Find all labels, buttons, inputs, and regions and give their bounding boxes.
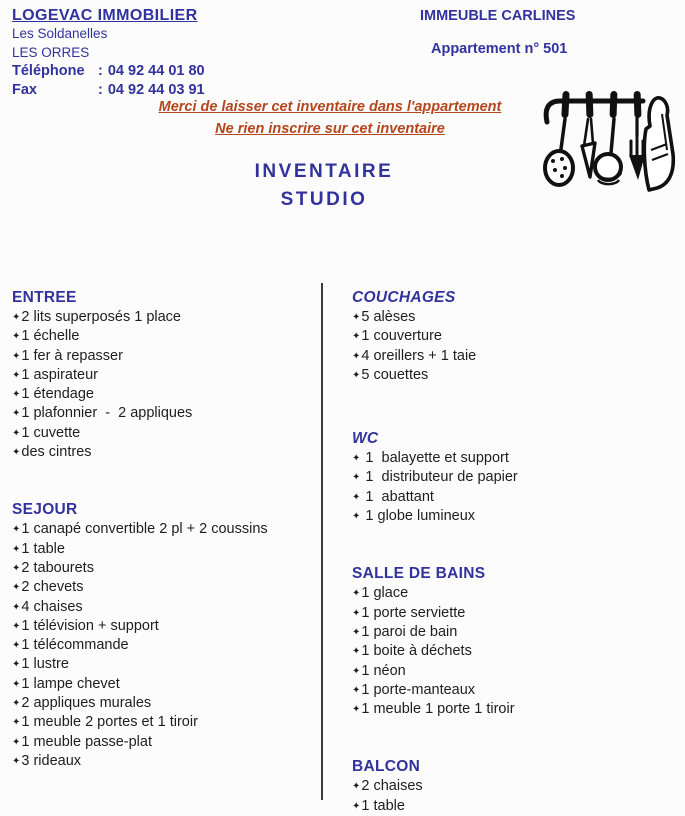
phone-separator: : xyxy=(98,63,103,79)
item-text: 2 chevets xyxy=(21,579,84,596)
diamond-bullet-icon: ✦ xyxy=(12,369,21,381)
section-heading-wc: WC xyxy=(352,430,379,448)
list-item xyxy=(12,347,315,366)
diamond-bullet-icon: ✦ xyxy=(12,620,21,632)
section-heading-salle-de-bains: SALLE DE BAINS xyxy=(352,565,486,583)
diamond-bullet-icon: ✦ xyxy=(352,472,361,484)
diamond-bullet-icon: ✦ xyxy=(12,389,21,401)
section-items-entree xyxy=(12,308,315,462)
diamond-bullet-icon: ✦ xyxy=(352,607,361,619)
diamond-bullet-icon: ✦ xyxy=(352,704,361,716)
list-item xyxy=(352,366,679,385)
item-text: 1 glace xyxy=(361,585,409,602)
section-items-salle-de-bains xyxy=(352,584,679,719)
item-text: 4 oreillers + 1 taie xyxy=(361,347,477,364)
apartment-number: Appartement n° 501 xyxy=(431,41,568,57)
fax-separator: : xyxy=(98,81,103,98)
item-text: 1 porte-manteaux xyxy=(361,681,476,698)
diamond-bullet-icon: ✦ xyxy=(12,717,21,729)
list-item xyxy=(12,520,315,539)
diamond-bullet-icon: ✦ xyxy=(12,447,21,459)
diamond-bullet-icon: ✦ xyxy=(352,665,361,677)
list-item xyxy=(12,327,315,346)
diamond-bullet-icon: ✦ xyxy=(12,755,21,767)
item-text: 1 étendage xyxy=(21,386,94,403)
diamond-bullet-icon: ✦ xyxy=(352,781,361,793)
list-item xyxy=(352,507,679,526)
list-item xyxy=(12,540,315,559)
section-heading-couchages: COUCHAGES xyxy=(352,289,456,306)
agency-residence: Les Soldanelles xyxy=(12,26,108,41)
item-text: 1 néon xyxy=(361,662,406,679)
list-item xyxy=(352,777,679,796)
left-column xyxy=(0,283,323,800)
diamond-bullet-icon: ✦ xyxy=(352,646,361,658)
list-item xyxy=(12,713,315,732)
item-text: 1 abattant xyxy=(361,488,434,505)
section-salle-de-bains xyxy=(352,564,679,719)
section-items-couchages xyxy=(352,308,679,385)
diamond-bullet-icon: ✦ xyxy=(352,626,361,638)
diamond-bullet-icon: ✦ xyxy=(12,582,21,594)
list-item xyxy=(12,655,315,674)
diamond-bullet-icon: ✦ xyxy=(12,562,21,574)
agency-name: LOGEVAC IMMOBILIER xyxy=(12,7,198,24)
list-item xyxy=(352,327,679,346)
list-item xyxy=(12,404,315,423)
document-title xyxy=(0,158,648,214)
fax-number: 04 92 44 03 91 xyxy=(107,81,205,98)
diamond-bullet-icon: ✦ xyxy=(352,453,361,465)
item-text: 1 meuble passe-plat xyxy=(21,733,152,750)
item-text: 1 télévision + support xyxy=(21,617,159,634)
list-item xyxy=(352,347,679,366)
diamond-bullet-icon: ✦ xyxy=(12,350,21,362)
diamond-bullet-icon: ✦ xyxy=(352,350,361,362)
inventory-columns xyxy=(0,283,685,814)
list-item xyxy=(12,694,315,713)
item-text: 1 boite à déchets xyxy=(361,643,472,660)
building-header xyxy=(420,8,575,57)
list-item xyxy=(12,578,315,597)
section-couchages xyxy=(352,288,679,385)
list-item xyxy=(12,424,315,443)
section-items-sejour xyxy=(12,520,315,771)
item-text: 1 lampe chevet xyxy=(21,675,120,692)
diamond-bullet-icon: ✦ xyxy=(352,800,361,812)
list-item xyxy=(12,752,315,771)
diamond-bullet-icon: ✦ xyxy=(12,601,21,613)
list-item xyxy=(12,366,315,385)
title-line-1: INVENTAIRE xyxy=(254,161,394,182)
item-text: des cintres xyxy=(21,444,92,461)
item-text: 2 appliques murales xyxy=(21,695,152,712)
list-item xyxy=(352,449,679,468)
item-text: 4 chaises xyxy=(21,598,83,615)
list-item xyxy=(352,623,679,642)
diamond-bullet-icon: ✦ xyxy=(12,408,21,420)
diamond-bullet-icon: ✦ xyxy=(12,312,21,323)
item-text: 1 fer à repasser xyxy=(21,347,123,364)
list-item xyxy=(352,468,679,487)
list-item xyxy=(352,662,679,681)
list-item xyxy=(352,681,679,700)
diamond-bullet-icon: ✦ xyxy=(352,312,361,323)
list-item xyxy=(352,584,679,603)
section-items-wc xyxy=(352,449,679,526)
list-item xyxy=(352,642,679,661)
item-text: 1 couverture xyxy=(361,328,442,345)
agency-header xyxy=(12,6,205,99)
section-heading-sejour: SEJOUR xyxy=(12,501,78,519)
item-text: 1 aspirateur xyxy=(21,366,98,383)
notice-line-2: Ne rien inscrire sur cet inventaire xyxy=(215,121,445,137)
list-item xyxy=(12,636,315,655)
section-wc xyxy=(352,429,679,526)
title-line-2: STUDIO xyxy=(280,189,368,210)
phone-number: 04 92 44 01 80 xyxy=(107,63,205,79)
section-balcon xyxy=(352,757,679,816)
section-heading-balcon: BALCON xyxy=(352,758,421,776)
list-item xyxy=(12,385,315,404)
item-text: 3 rideaux xyxy=(21,752,82,769)
diamond-bullet-icon: ✦ xyxy=(12,543,21,555)
list-item xyxy=(352,308,679,327)
section-sejour xyxy=(12,500,315,771)
item-text: 1 distributeur de papier xyxy=(361,469,518,486)
item-text: 5 alèses xyxy=(361,309,416,325)
right-column xyxy=(323,283,685,814)
item-text: 5 couettes xyxy=(361,366,429,383)
list-item xyxy=(352,700,679,719)
diamond-bullet-icon: ✦ xyxy=(352,588,361,600)
item-text: 1 paroi de bain xyxy=(361,623,458,640)
diamond-bullet-icon: ✦ xyxy=(352,369,361,381)
item-text: 1 canapé convertible 2 pl + 2 coussins xyxy=(21,521,268,538)
list-item xyxy=(12,617,315,636)
fax-label: Fax xyxy=(12,81,37,98)
item-text: 1 balayette et support xyxy=(361,450,509,467)
item-text: 2 lits superposés 1 place xyxy=(21,309,181,325)
list-item xyxy=(12,675,315,694)
item-text: 1 table xyxy=(361,797,405,814)
list-item xyxy=(12,308,315,327)
diamond-bullet-icon: ✦ xyxy=(12,427,21,439)
item-text: 1 télécommande xyxy=(21,637,129,654)
building-name: IMMEUBLE CARLINES xyxy=(420,8,576,24)
item-text: 2 tabourets xyxy=(21,559,94,576)
phone-line xyxy=(12,62,205,81)
agency-city: LES ORRES xyxy=(12,44,90,60)
item-text: 2 chaises xyxy=(361,778,423,795)
diamond-bullet-icon: ✦ xyxy=(12,640,21,652)
diamond-bullet-icon: ✦ xyxy=(12,678,21,690)
section-heading-entree: ENTREE xyxy=(12,289,77,306)
diamond-bullet-icon: ✦ xyxy=(352,511,361,523)
diamond-bullet-icon: ✦ xyxy=(12,736,21,748)
diamond-bullet-icon: ✦ xyxy=(12,331,21,343)
diamond-bullet-icon: ✦ xyxy=(12,698,21,710)
diamond-bullet-icon: ✦ xyxy=(352,491,361,503)
list-item xyxy=(352,604,679,623)
notice-line-1: Merci de laisser cet inventaire dans l'appartement xyxy=(158,99,502,115)
item-text: 1 globe lumineux xyxy=(361,508,476,525)
diamond-bullet-icon: ✦ xyxy=(352,684,361,696)
item-text: 1 lustre xyxy=(21,656,69,673)
item-text: 1 table xyxy=(21,540,65,557)
list-item xyxy=(12,598,315,617)
item-text: 1 cuvette xyxy=(21,424,81,441)
item-text: 1 porte serviette xyxy=(361,604,466,621)
diamond-bullet-icon: ✦ xyxy=(352,331,361,343)
diamond-bullet-icon: ✦ xyxy=(12,524,21,536)
phone-label: Téléphone xyxy=(12,63,85,79)
diamond-bullet-icon: ✦ xyxy=(12,659,21,671)
section-entree xyxy=(12,288,315,462)
item-text: 1 échelle xyxy=(21,328,80,345)
item-text: 1 meuble 2 portes et 1 tiroir xyxy=(21,714,198,731)
list-item xyxy=(352,488,679,507)
list-item xyxy=(12,559,315,578)
section-items-balcon xyxy=(352,777,679,816)
list-item xyxy=(12,733,315,752)
item-text: 1 plafonnier - 2 appliques xyxy=(21,405,193,422)
item-text: 1 meuble 1 porte 1 tiroir xyxy=(361,701,515,718)
list-item xyxy=(12,443,315,462)
